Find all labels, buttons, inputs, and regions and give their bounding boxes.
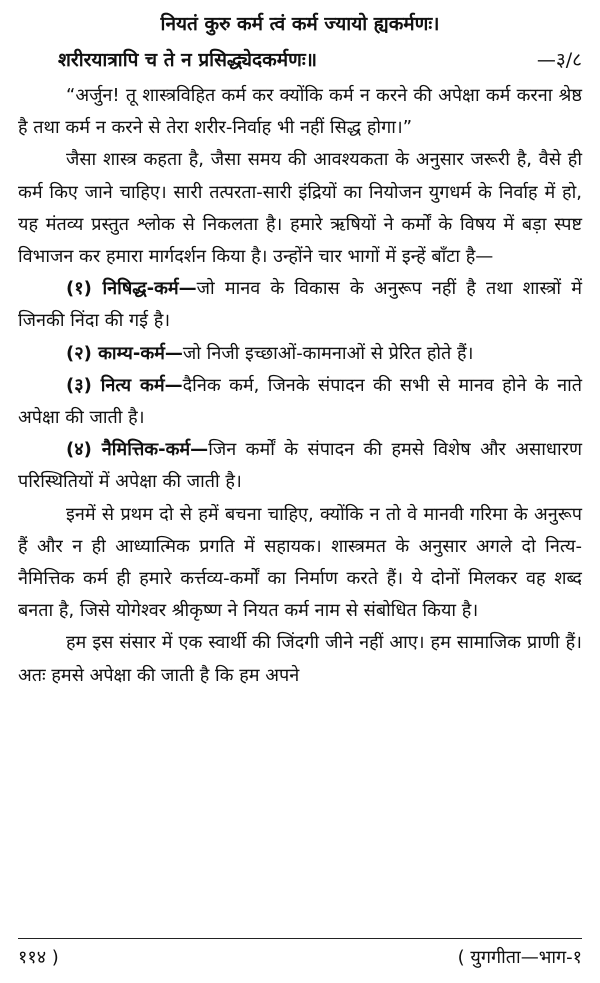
karma-type-4 xyxy=(18,434,582,498)
karma-type-4-desc: जिन कर्मों के संपादन की हमसे विशेष और असाधारण परिस्थितियों में अपेक्षा की जाती है। xyxy=(18,439,582,493)
verse-reference: —३/८ xyxy=(536,49,582,71)
page-footer xyxy=(18,938,582,969)
karma-type-3-desc: दैनिक कर्म, जिनके संपादन की सभी से मानव होने के नाते अपेक्षा की जाती है। xyxy=(18,374,582,429)
paragraph-3: हम इस संसार में एक स्वार्थी की जिंदगी जीने नहीं आए। हम सामाजिक प्राणी हैं। अतः हमसे अपेक्षा की जाती है कि हम अपने xyxy=(18,632,582,686)
page-number: ११४ ) xyxy=(18,947,59,968)
body-text xyxy=(18,80,582,692)
karma-type-2 xyxy=(18,338,582,370)
paragraph-1: जैसा शास्त्र कहता है, जैसा समय की आवश्यकता के अनुसार जरूरी है, वैसे ही कर्म किए जाने चाहिए। सारी तत्परता-सारी इंद्रियों का नियोजन युगधर्म के निर्वाह में हो, यह मंतव्य प्रस्तुत श्लोक से निकलता है। हमारे ऋषियों ने कर्मों के विषय में बड़ा स्पष्ट विभाजन कर हमारा मार्गदर्शन किया है। उन्होंने चार भागों में इन्हें बाँटा है— xyxy=(18,149,582,268)
verse-line-1 xyxy=(18,6,582,42)
book-title: ( युगगीता—भाग-१ xyxy=(457,947,582,968)
verse-line-1-text: नियतं कुरु कर्म त्वं कर्म ज्यायो ह्यकर्मणः। xyxy=(160,13,440,35)
karma-type-1 xyxy=(18,273,582,337)
karma-type-2-term: (२) काम्य-कर्म— xyxy=(66,342,183,364)
karma-type-4-term: (४) नैमित्तिक-कर्म— xyxy=(66,439,209,461)
karma-type-1-term: (१) निषिद्ध-कर्म— xyxy=(66,278,197,300)
karma-type-1-desc: जो मानव के विकास के अनुरूप नहीं है तथा शास्त्रों में जिनकी निंदा की गई है। xyxy=(18,278,582,332)
verse-line-2 xyxy=(18,42,582,78)
translation-quote: “अर्जुन! तू शास्त्रविहित कर्म कर क्योंकि कर्म न करने की अपेक्षा कर्म करना श्रेष्ठ है तथा कर्म न करने से तेरा शरीर-निर्वाह भी नहीं सिद्ध होगा।” xyxy=(18,85,582,139)
paragraph-2: इनमें से प्रथम दो से हमें बचना चाहिए, क्योंकि न तो वे मानवी गरिमा के अनुरूप हैं और न ही आध्यात्मिक प्रगति में सहायक। शास्त्रमत के अनुसार अगले दो नित्य-नैमित्तिक कर्म ही हमारे कर्त्तव्य-कर्मों का निर्माण करते हैं। ये दोनों मिलकर वह शब्द बनता है, जिसे योगेश्वर श्रीकृष्ण ने नियत कर्म नाम से संबोधित किया है। xyxy=(18,503,582,622)
karma-type-3-term: (३) नित्य कर्म— xyxy=(66,374,183,396)
karma-type-2-desc: जो निजी इच्छाओं-कामनाओं से प्रेरित होते हैं। xyxy=(182,342,474,364)
verse-line-2-text: शरीरयात्रापि च ते न प्रसिद्ध्येदकर्मणः॥ xyxy=(58,49,318,71)
verse-block xyxy=(18,6,582,78)
karma-type-3 xyxy=(18,370,582,434)
